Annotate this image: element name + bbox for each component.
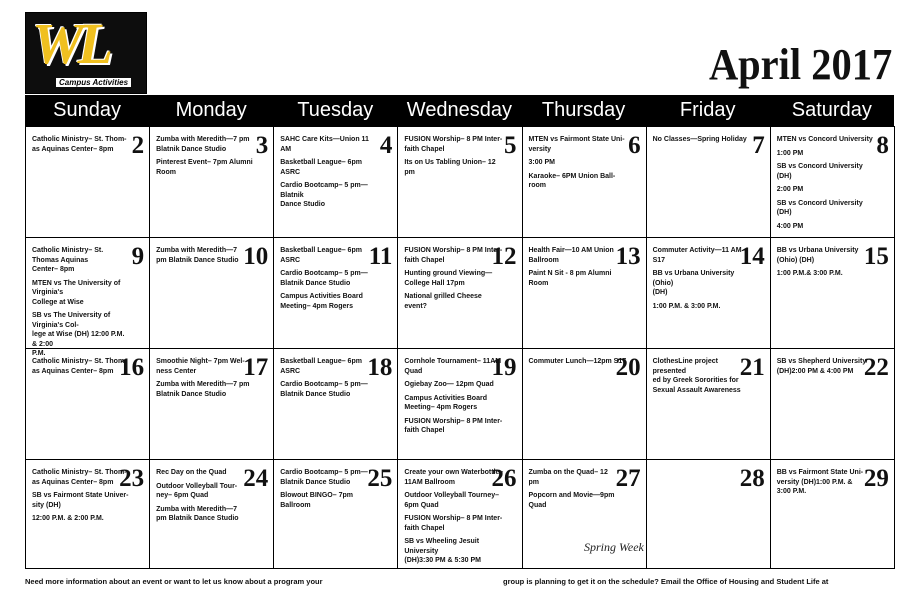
day-number: 19: [491, 354, 517, 381]
day-number: 26: [491, 465, 517, 492]
event-text: Basketball League– 6pm ASRC: [280, 247, 362, 264]
weekday-saturday: Saturday: [791, 99, 872, 121]
day-number: 2: [131, 132, 145, 159]
event-text: Cardio Bootcamp– 5 pm— Blatnik Dance Studio: [280, 469, 368, 486]
week-row: [26, 349, 895, 460]
event-text: 1:00 P.M.& 3:00 P.M.: [776, 270, 843, 277]
event-text: SB vs Fairmont State Univer- sity (DH): [32, 492, 129, 509]
day-number: 17: [243, 354, 269, 381]
event-text: Cardio Bootcamp– 5 pm—Blatnik Dance Studio: [280, 182, 368, 208]
event-text: Pinterest Event– 7pm Alumni Room: [156, 159, 253, 176]
event-text: Basketball League– 6pm ASRC: [280, 358, 362, 375]
day-number: 6: [628, 132, 641, 159]
logo-subtitle: Campus Activities: [56, 78, 131, 87]
day-cell-24: [150, 460, 274, 569]
day-number: 28: [739, 465, 765, 492]
event-text: FUSION Worship– 8 PM Inter- faith Chapel: [404, 247, 503, 264]
week-row: [26, 127, 895, 238]
day-number: 3: [255, 132, 269, 159]
day-cell-5: [398, 127, 522, 238]
event-text: 4:00 PM: [776, 222, 804, 230]
week-row: [26, 460, 895, 569]
event-text: No Classes—Spring Holiday: [652, 136, 747, 143]
event-text: Zumba on the Quad– 12 pm: [528, 469, 608, 486]
day-number: 4: [379, 132, 393, 159]
day-cell-3: [150, 127, 274, 238]
event-text: FUSION Worship– 8 PM Inter- faith Chapel: [404, 417, 503, 434]
day-cell-25: [274, 460, 398, 569]
event-text: SB vs Concord University (DH): [776, 199, 863, 216]
event-text: BB vs Fairmont State Uni- versity (DH)1:00 P.M. & 3:00 P.M.: [776, 469, 864, 495]
day-number: 7: [752, 132, 765, 159]
event-text: MTEN vs Concord University: [776, 136, 873, 143]
event-text: SB vs Wheeling Jesuit University (DH)3:30 PM & 5:30 PM: [404, 538, 482, 564]
day-number: 22: [863, 354, 889, 381]
day-number: 9: [131, 243, 145, 270]
day-number: 18: [367, 354, 393, 381]
footer-left-text: Need more information about an event or want to let us know about a program your: [25, 577, 323, 586]
event-text: FUSION Worship– 8 PM Inter- faith Chapel: [404, 136, 503, 153]
weekday-sunday: Sunday: [53, 99, 121, 121]
event-text: Hunting ground Viewing— College Hall 17pm: [404, 270, 493, 287]
event-text: MTEN vs Fairmont State Uni- versity: [528, 136, 625, 153]
event-text: FUSION Worship– 8 PM Inter- faith Chapel: [404, 515, 503, 532]
event-text: Zumba with Meredith—7 pm Blatnik Dance Studio: [156, 505, 239, 522]
event-text: MTEN vs The University of Virginia's College at Wise: [32, 279, 121, 306]
day-cell-13: [523, 238, 647, 349]
event-text: SB vs Concord University (DH): [776, 163, 863, 180]
event-text: Karaoke– 6PM Union Ball- room: [528, 172, 616, 189]
event-text: Create your own Waterbottle– 11AM Ballroom: [404, 469, 504, 486]
event-text: Basketball League– 6pm ASRC: [280, 159, 362, 176]
weekday-friday: Friday: [679, 99, 736, 121]
day-number: 14: [739, 243, 765, 270]
day-number: 20: [615, 354, 641, 381]
event-text: Paint N Sit - 8 pm Alumni Room: [528, 270, 612, 287]
day-cell-28: [647, 460, 771, 569]
day-cell-20: [523, 349, 647, 460]
day-cell-12: [398, 238, 522, 349]
event-text: Cornhole Tournament– 11AM Quad: [404, 358, 502, 375]
day-number: 10: [243, 243, 269, 270]
event-text: Cardio Bootcamp– 5 pm— Blatnik Dance Studio: [280, 381, 368, 398]
event-text: SAHC Care Kits—Union 11 AM: [280, 136, 369, 153]
day-number: 23: [119, 465, 145, 492]
calendar-grid: [25, 126, 895, 569]
event-text: Zumba with Meredith—7 pm Blatnik Dance Studio: [156, 381, 250, 398]
event-text: Blowout BINGO– 7pm Ballroom: [280, 492, 353, 509]
event-text: BB vs Urbana University (Ohio) (DH): [652, 270, 735, 296]
day-cell-4: [274, 127, 398, 238]
day-number: 15: [863, 243, 889, 270]
event-text: ClothesLine project presented ed by Greek Sororities for Sexual Assault Awareness: [652, 358, 741, 394]
weekday-header: [25, 95, 894, 126]
day-number: 16: [119, 354, 145, 381]
event-text: BB vs Urbana University (Ohio) (DH): [776, 247, 859, 264]
event-text: National grilled Cheese event?: [404, 293, 482, 310]
week-row: [26, 238, 895, 357]
event-text: Ogiebay Zoo— 12pm Quad: [404, 381, 494, 388]
weekday-monday: Monday: [175, 99, 247, 121]
event-text: Rec Day on the Quad: [156, 469, 227, 476]
day-cell-8: [771, 127, 895, 238]
logo-letters: WL: [32, 11, 107, 76]
day-cell-2: [26, 127, 150, 238]
month-title: April 2017: [708, 40, 892, 89]
day-cell-26: [398, 460, 522, 569]
day-cell-29: [771, 460, 895, 569]
day-number: 13: [615, 243, 641, 270]
day-cell-6: [523, 127, 647, 238]
event-text: Zumba with Meredith—7 pm Blatnik Dance Studio: [156, 136, 250, 153]
day-number: 21: [739, 354, 765, 381]
day-number: 11: [368, 243, 393, 270]
footer-right-text: group is planning to get it on the schedule? Email the Office of Housing and Student Life at: [503, 577, 829, 586]
day-cell-21: [647, 349, 771, 460]
day-number: 24: [243, 465, 269, 492]
event-text: Catholic Ministry– St. Thom- as Aquinas Center– 8pm: [32, 136, 127, 153]
day-number: 25: [367, 465, 393, 492]
event-text: Commuter Activity—11 AM S17: [652, 247, 742, 264]
day-cell-23: [26, 460, 150, 569]
day-cell-7: [647, 127, 771, 238]
event-text: Commuter Lunch—12pm S17: [528, 358, 627, 365]
event-text: 3:00 PM: [528, 159, 555, 166]
event-text: 1:00 P.M. & 3:00 P.M.: [652, 302, 721, 310]
day-cell-22: [771, 349, 895, 460]
event-text: Smoothie Night– 7pm Wel- ness Center: [156, 358, 245, 375]
event-text: Catholic Ministry– St. Thomas Aquinas Center– 8pm: [32, 247, 104, 273]
spring-week-note: Spring Week: [584, 540, 644, 554]
day-cell-18: [274, 349, 398, 460]
day-cell-11: [274, 238, 398, 349]
event-text: Cardio Bootcamp– 5 pm— Blatnik Dance Studio: [280, 270, 368, 287]
event-text: Popcorn and Movie—9pm Quad: [528, 492, 615, 509]
event-text: Its on Us Tabling Union– 12 pm: [404, 159, 496, 176]
event-text: Campus Activities Board Meeting– 4pm Rogers: [404, 394, 487, 411]
event-text: 2:00 PM: [776, 186, 804, 193]
day-number: 12: [491, 243, 517, 270]
day-cell-19: [398, 349, 522, 460]
event-text: Catholic Ministry– St. Thom- as Aquinas Center– 8pm: [32, 358, 127, 375]
campus-activities-logo: [25, 12, 147, 94]
weekday-tuesday: Tuesday: [297, 99, 374, 121]
day-cell-16: [26, 349, 150, 460]
event-text: Outdoor Volleyball Tour- ney– 6pm Quad: [156, 482, 238, 499]
day-cell-9: [26, 238, 150, 357]
day-number: 29: [863, 465, 889, 492]
event-text: Catholic Ministry– St. Thom- as Aquinas Center– 8pm: [32, 469, 127, 486]
day-number: 27: [615, 465, 641, 492]
event-text: 12:00 P.M. & 2:00 P.M.: [32, 515, 104, 522]
day-cell-14: [647, 238, 771, 349]
day-number: 5: [504, 132, 517, 159]
weekday-thursday: Thursday: [541, 99, 626, 121]
event-text: SB vs The University of Virginia's Col- lege at Wise (DH) 12:00 P.M. & 2:00 P.M.: [32, 312, 125, 357]
event-text: Health Fair—10 AM Union Ballroom: [528, 247, 614, 264]
day-number: 8: [876, 132, 889, 159]
day-cell-10: [150, 238, 274, 349]
event-text: 1:00 PM: [776, 149, 804, 157]
event-text: Outdoor Volleyball Tourney– 6pm Quad: [404, 492, 500, 509]
event-text: SB vs Shepherd University (DH)2:00 PM & 4:00 PM: [776, 358, 867, 375]
day-cell-15: [771, 238, 895, 349]
weekday-wednesday: Wednesday: [406, 99, 513, 121]
day-cell-17: [150, 349, 274, 460]
event-text: Campus Activities Board Meeting– 4pm Rogers: [280, 293, 363, 310]
event-text: Zumba with Meredith—7 pm Blatnik Dance Studio: [156, 247, 239, 264]
